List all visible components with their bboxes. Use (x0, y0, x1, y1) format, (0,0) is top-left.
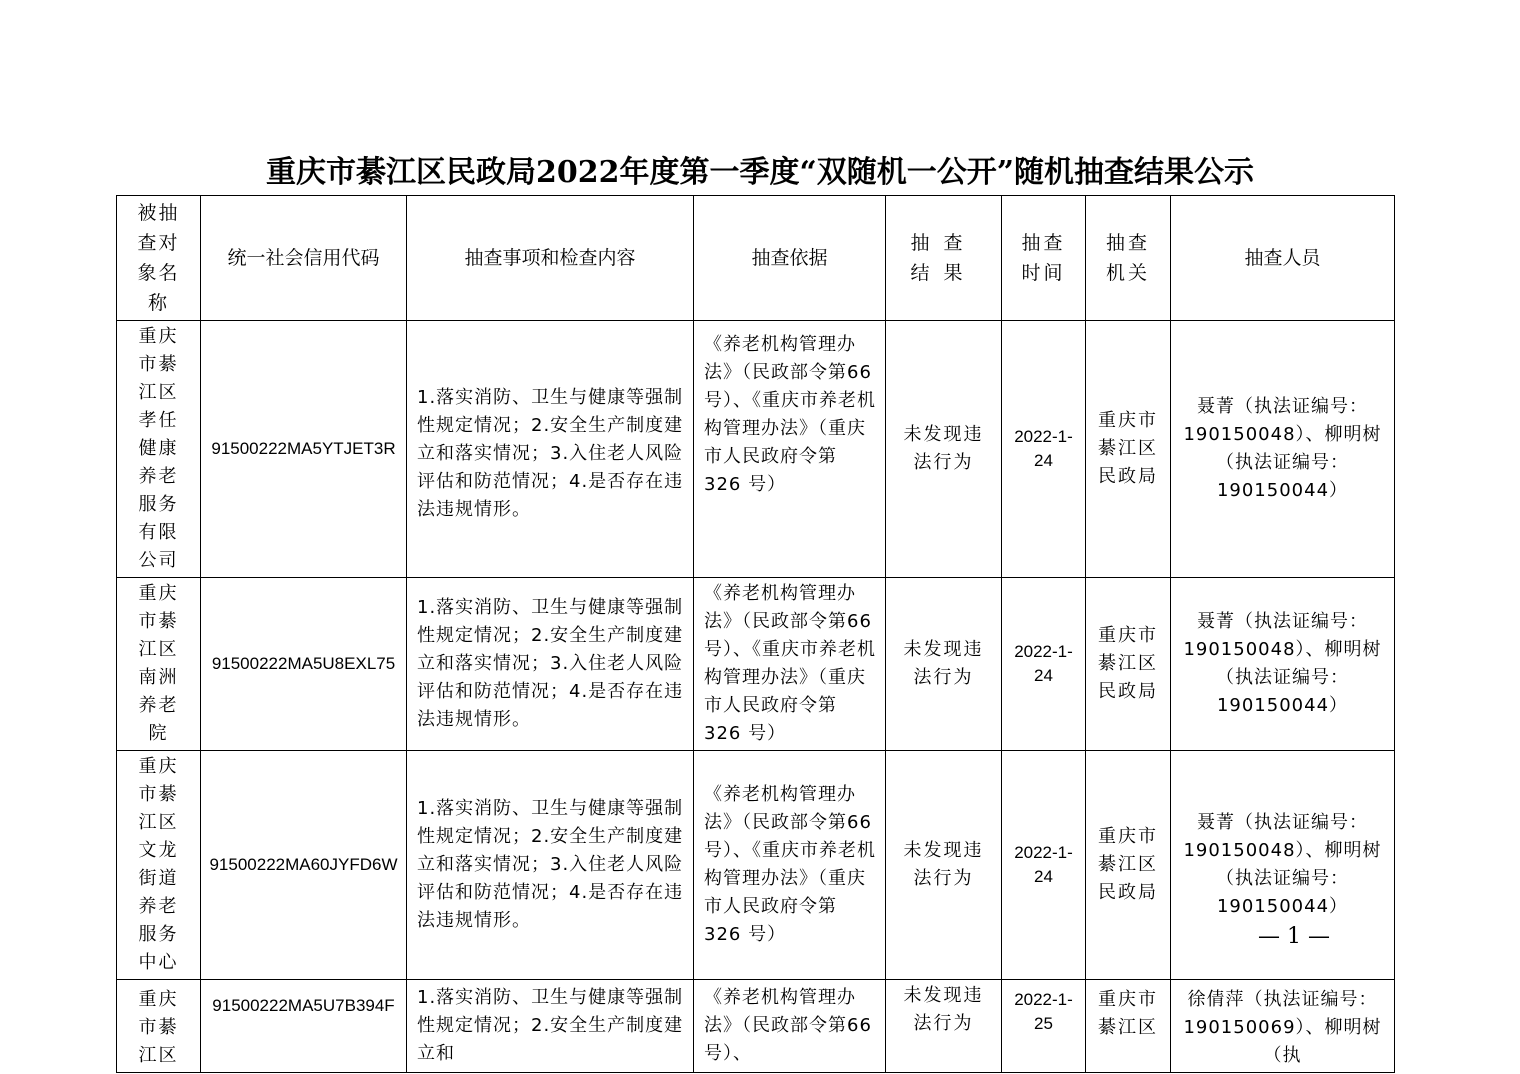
cell-inspection-basis: 《养老机构管理办法》（民政部令第66号）、《重庆市养老机构管理办法》（重庆市人民政府令第 326 号） (694, 321, 886, 578)
page-number: — 1 — (1258, 924, 1330, 949)
cell-inspection-items: 1.落实消防、卫生与健康等强制性规定情况；2.安全生产制度建立和落实情况；3.入住老人风险评估和防范情况；4.是否存在违法违规情形。 (407, 578, 694, 751)
cell-inspection-result: 未发现违法行为 (886, 578, 1002, 751)
cell-inspection-items: 1.落实消防、卫生与健康等强制性规定情况；2.安全生产制度建立和 (407, 980, 694, 1073)
cell-inspection-items: 1.落实消防、卫生与健康等强制性规定情况；2.安全生产制度建立和落实情况；3.入住老人风险评估和防范情况；4.是否存在违法违规情形。 (407, 751, 694, 980)
cell-credit-code: 91500222MA5YTJET3R (201, 321, 407, 578)
table-row (117, 980, 1395, 1073)
cell-inspection-staff: 徐倩萍（执法证编号：190150069）、柳明树（执 (1171, 980, 1395, 1073)
cell-inspection-basis: 《养老机构管理办法》（民政部令第66号）、《重庆市养老机构管理办法》（重庆市人民政府令第 326 号） (694, 751, 886, 980)
cell-inspection-date: 2022-1-24 (1002, 321, 1086, 578)
cell-credit-code: 91500222MA5U8EXL75 (201, 578, 407, 751)
cell-inspection-result: 未发现违法行为 (886, 321, 1002, 578)
cell-inspection-staff: 聂菁（执法证编号：190150048）、柳明树（执法证编号：190150044） (1171, 321, 1395, 578)
cell-inspection-org: 重庆市綦江区 (1086, 980, 1171, 1073)
cell-inspection-date: 2022-1-24 (1002, 751, 1086, 980)
inspection-results-table (116, 195, 1395, 1073)
cell-inspection-date: 2022-1-25 (1002, 980, 1086, 1073)
cell-inspection-result: 未发现违法行为 (886, 751, 1002, 980)
cell-inspection-basis: 《养老机构管理办法》（民政部令第66号）、 (694, 980, 886, 1073)
cell-inspection-org: 重庆市綦江区民政局 (1086, 321, 1171, 578)
cell-inspection-date: 2022-1-24 (1002, 578, 1086, 751)
header-inspection-staff: 抽查人员 (1171, 196, 1395, 321)
table-row (117, 321, 1395, 578)
cell-inspection-staff: 聂菁（执法证编号：190150048）、柳明树（执法证编号：190150044） (1171, 578, 1395, 751)
header-inspection-items: 抽查事项和检查内容 (407, 196, 694, 321)
header-inspection-result: 抽查结果 (886, 196, 1002, 321)
header-inspection-time: 抽查时间 (1002, 196, 1086, 321)
cell-object-name: 重庆市綦江区 (117, 980, 201, 1073)
cell-inspection-org: 重庆市綦江区民政局 (1086, 751, 1171, 980)
header-inspection-org: 抽查机关 (1086, 196, 1171, 321)
cell-inspection-basis: 《养老机构管理办法》（民政部令第66号）、《重庆市养老机构管理办法》（重庆市人民政府令第 326 号） (694, 578, 886, 751)
table-header-row (117, 196, 1395, 321)
header-inspection-basis: 抽查依据 (694, 196, 886, 321)
cell-object-name: 重庆市綦江区文龙街道养老服务中心 (117, 751, 201, 980)
cell-credit-code: 91500222MA60JYFD6W (201, 751, 407, 980)
cell-object-name: 重庆市綦江区南洲养老院 (117, 578, 201, 751)
header-object-name: 被抽查对象名称 (117, 196, 201, 321)
cell-object-name: 重庆市綦江区孝任健康养老服务有限公司 (117, 321, 201, 578)
page-title: 重庆市綦江区民政局2022年度第一季度“双随机一公开”随机抽查结果公示 (265, 155, 1254, 190)
cell-credit-code: 91500222MA5U7B394F (201, 980, 407, 1073)
table-row (117, 751, 1395, 980)
cell-inspection-result: 未发现违法行为 (886, 980, 1002, 1073)
cell-inspection-staff: 聂菁（执法证编号：190150048）、柳明树（执法证编号：190150044） (1171, 751, 1395, 980)
cell-inspection-items: 1.落实消防、卫生与健康等强制性规定情况；2.安全生产制度建立和落实情况；3.入住老人风险评估和防范情况；4.是否存在违法违规情形。 (407, 321, 694, 578)
cell-inspection-org: 重庆市綦江区民政局 (1086, 578, 1171, 751)
table-row (117, 578, 1395, 751)
header-credit-code: 统一社会信用代码 (201, 196, 407, 321)
